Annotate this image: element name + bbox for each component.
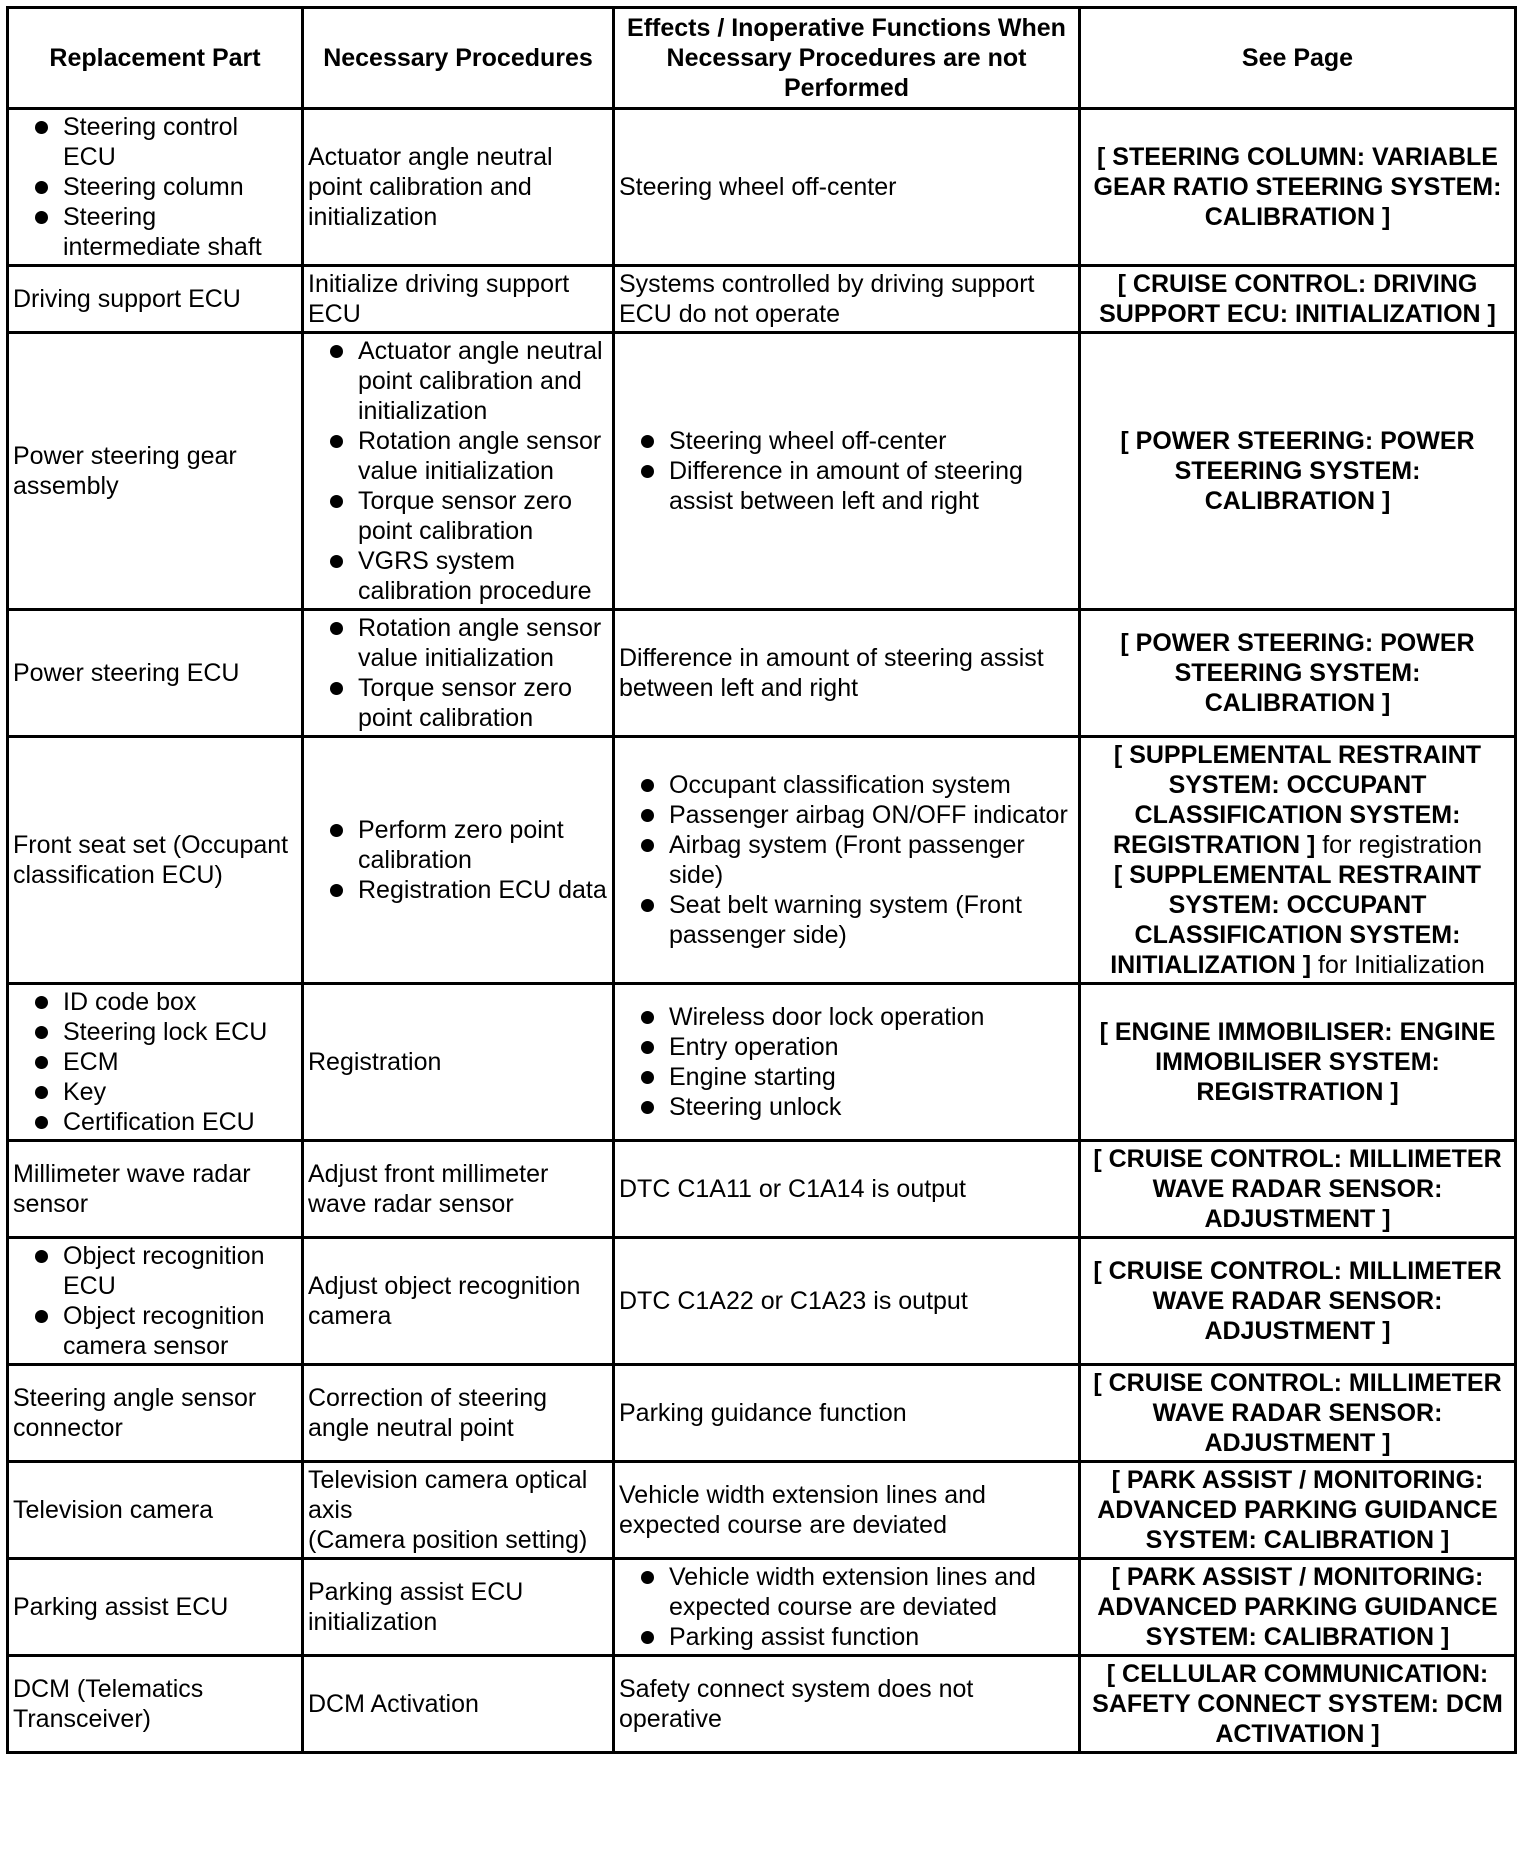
list-item: Certification ECU (13, 1107, 297, 1137)
replacement-part-cell (8, 109, 303, 266)
replacement-part-cell (8, 1238, 303, 1365)
see-page-link[interactable]: [ SUPPLEMENTAL RESTRAINT SYSTEM: OCCUPANT CLASSIFICATION SYSTEM: INITIALIZATION ] (1110, 861, 1482, 979)
list-item: ECM (13, 1047, 297, 1077)
see-page-link[interactable]: [ CELLULAR COMMUNICATION: SAFETY CONNECT SYSTEM: DCM ACTIVATION ] (1080, 1656, 1516, 1753)
procedure-cell: Adjust object recognition camera (303, 1238, 614, 1365)
effect-cell: DTC C1A22 or C1A23 is output (614, 1238, 1080, 1365)
list-item: Key (13, 1077, 297, 1107)
effect-cell: DTC C1A11 or C1A14 is output (614, 1141, 1080, 1238)
list-item: Wireless door lock operation (619, 1002, 1074, 1032)
procedure-cell (303, 1462, 614, 1559)
bullet-list (619, 1002, 1074, 1122)
see-page-link[interactable]: [ CRUISE CONTROL: MILLIMETER WAVE RADAR SENSOR: ADJUSTMENT ] (1080, 1365, 1516, 1462)
list-item: Steering unlock (619, 1092, 1074, 1122)
replacement-part-cell: Power steering gear assembly (8, 333, 303, 610)
see-page-initialization[interactable] (1087, 860, 1508, 980)
procedure-cell: Parking assist ECU initialization (303, 1559, 614, 1656)
table-row (8, 109, 1516, 266)
effect-cell (614, 737, 1080, 984)
table-row (8, 1656, 1516, 1753)
procedure-text: Television camera optical axis (308, 1466, 588, 1524)
header-replacement-part: Replacement Part (8, 8, 303, 109)
list-item: ID code box (13, 987, 297, 1017)
procedure-cell: Adjust front millimeter wave radar sensor (303, 1141, 614, 1238)
replacement-part-cell: Millimeter wave radar sensor (8, 1141, 303, 1238)
list-item: Passenger airbag ON/OFF indicator (619, 800, 1074, 830)
table-row (8, 610, 1516, 737)
replacement-part-cell: Front seat set (Occupant classification ECU) (8, 737, 303, 984)
bullet-list (619, 1562, 1074, 1652)
list-item: Torque sensor zero point calibration (308, 486, 608, 546)
effect-cell: Parking guidance function (614, 1365, 1080, 1462)
procedure-cell (303, 737, 614, 984)
replacement-part-cell: Television camera (8, 1462, 303, 1559)
list-item: Perform zero point calibration (308, 815, 608, 875)
see-page-link[interactable]: [ ENGINE IMMOBILISER: ENGINE IMMOBILISER SYSTEM: REGISTRATION ] (1080, 984, 1516, 1141)
effect-cell (614, 333, 1080, 610)
see-page-registration[interactable] (1087, 740, 1508, 860)
list-item: Steering column (13, 172, 297, 202)
procedure-subtext: (Camera position setting) (308, 1526, 588, 1554)
effect-cell: Safety connect system does not operative (614, 1656, 1080, 1753)
header-see-page: See Page (1080, 8, 1516, 109)
bullet-list (308, 815, 608, 905)
effect-cell: Difference in amount of steering assist between left and right (614, 610, 1080, 737)
see-page-note: for Initialization (1311, 951, 1485, 979)
effect-cell: Systems controlled by driving support ECU do not operate (614, 266, 1080, 333)
bullet-list (13, 1241, 297, 1361)
procedure-cell: Correction of steering angle neutral point (303, 1365, 614, 1462)
list-item: Torque sensor zero point calibration (308, 673, 608, 733)
effect-cell (614, 1559, 1080, 1656)
see-page-cell (1080, 737, 1516, 984)
replacement-procedures-table (6, 6, 1517, 1754)
list-item: Engine starting (619, 1062, 1074, 1092)
bullet-list (13, 987, 297, 1137)
list-item: Steering lock ECU (13, 1017, 297, 1047)
table-row (8, 984, 1516, 1141)
list-item: Entry operation (619, 1032, 1074, 1062)
list-item: VGRS system calibration procedure (308, 546, 608, 606)
list-item: Airbag system (Front passenger side) (619, 830, 1074, 890)
procedure-cell (303, 333, 614, 610)
service-document (6, 6, 1514, 1754)
replacement-part-cell: Steering angle sensor connector (8, 1365, 303, 1462)
bullet-list (619, 770, 1074, 950)
effect-cell: Steering wheel off-center (614, 109, 1080, 266)
list-item: Occupant classification system (619, 770, 1074, 800)
see-page-link[interactable]: [ POWER STEERING: POWER STEERING SYSTEM: CALIBRATION ] (1080, 610, 1516, 737)
list-item: Registration ECU data (308, 875, 608, 905)
replacement-part-cell (8, 984, 303, 1141)
see-page-link[interactable]: [ CRUISE CONTROL: MILLIMETER WAVE RADAR SENSOR: ADJUSTMENT ] (1080, 1141, 1516, 1238)
see-page-link[interactable]: [ PARK ASSIST / MONITORING: ADVANCED PARKING GUIDANCE SYSTEM: CALIBRATION ] (1080, 1462, 1516, 1559)
header-necessary-procedures: Necessary Procedures (303, 8, 614, 109)
list-item: Difference in amount of steering assist between left and right (619, 456, 1074, 516)
replacement-part-cell: Power steering ECU (8, 610, 303, 737)
see-page-link[interactable]: [ CRUISE CONTROL: DRIVING SUPPORT ECU: INITIALIZATION ] (1080, 266, 1516, 333)
table-row (8, 266, 1516, 333)
replacement-part-cell: Driving support ECU (8, 266, 303, 333)
list-item: Actuator angle neutral point calibration and initialization (308, 336, 608, 426)
effect-cell: Vehicle width extension lines and expected course are deviated (614, 1462, 1080, 1559)
replacement-part-cell: Parking assist ECU (8, 1559, 303, 1656)
table-row (8, 1365, 1516, 1462)
table-row (8, 1141, 1516, 1238)
header-effects: Effects / Inoperative Functions When Necessary Procedures are not Performed (614, 8, 1080, 109)
replacement-part-cell: DCM (Telematics Transceiver) (8, 1656, 303, 1753)
see-page-note: for registration (1315, 831, 1483, 859)
effect-cell (614, 984, 1080, 1141)
list-item: Object recognition camera sensor (13, 1301, 297, 1361)
see-page-link[interactable]: [ PARK ASSIST / MONITORING: ADVANCED PARKING GUIDANCE SYSTEM: CALIBRATION ] (1080, 1559, 1516, 1656)
procedure-cell (303, 610, 614, 737)
see-page-link[interactable]: [ POWER STEERING: POWER STEERING SYSTEM: CALIBRATION ] (1080, 333, 1516, 610)
list-item: Steering wheel off-center (619, 426, 1074, 456)
table-row (8, 1559, 1516, 1656)
list-item: Parking assist function (619, 1622, 1074, 1652)
table-row (8, 333, 1516, 610)
procedure-cell: Registration (303, 984, 614, 1141)
header-row (8, 8, 1516, 109)
procedure-cell: Initialize driving support ECU (303, 266, 614, 333)
table-row (8, 1462, 1516, 1559)
bullet-list (308, 336, 608, 606)
bullet-list (308, 613, 608, 733)
list-item: Rotation angle sensor value initialization (308, 426, 608, 486)
list-item: Steering control ECU (13, 112, 297, 172)
table-row (8, 1238, 1516, 1365)
see-page-link[interactable]: [ SUPPLEMENTAL RESTRAINT SYSTEM: OCCUPANT CLASSIFICATION SYSTEM: REGISTRATION ] (1112, 741, 1482, 859)
list-item: Vehicle width extension lines and expected course are deviated (619, 1562, 1074, 1622)
table-row (8, 737, 1516, 984)
see-page-link[interactable]: [ CRUISE CONTROL: MILLIMETER WAVE RADAR SENSOR: ADJUSTMENT ] (1080, 1238, 1516, 1365)
procedure-cell: Actuator angle neutral point calibration and initialization (303, 109, 614, 266)
bullet-list (619, 426, 1074, 516)
bullet-list (13, 112, 297, 262)
list-item: Seat belt warning system (Front passenger side) (619, 890, 1074, 950)
list-item: Rotation angle sensor value initialization (308, 613, 608, 673)
list-item: Steering intermediate shaft (13, 202, 297, 262)
list-item: Object recognition ECU (13, 1241, 297, 1301)
procedure-cell: DCM Activation (303, 1656, 614, 1753)
see-page-link[interactable]: [ STEERING COLUMN: VARIABLE GEAR RATIO STEERING SYSTEM: CALIBRATION ] (1080, 109, 1516, 266)
